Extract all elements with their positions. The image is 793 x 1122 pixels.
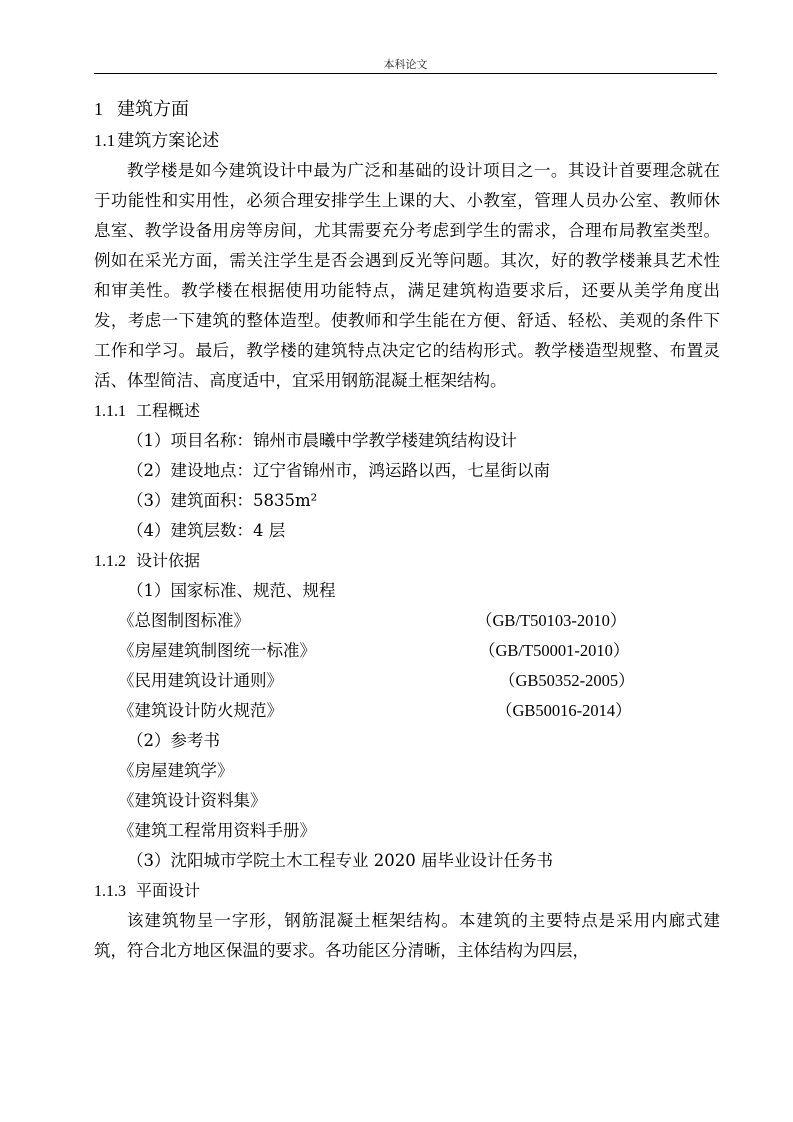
section-number: 1.1.1	[94, 403, 126, 420]
standard-code: （GB50016-2014）	[496, 701, 632, 720]
document-body	[94, 92, 720, 966]
section-number: 1.1.2	[94, 553, 126, 570]
list-item: （1）项目名称：锦州市晨曦中学教学楼建筑结构设计	[127, 431, 517, 450]
section-heading-1-1-1	[94, 396, 720, 426]
section-number: 1.1.3	[94, 883, 126, 900]
section-heading-1-1	[94, 126, 720, 156]
standard-reference	[94, 606, 720, 636]
standard-name: 《建筑设计防火规范》	[118, 701, 283, 720]
standard-name: 《民用建筑设计通则》	[118, 671, 283, 690]
section-heading-1	[94, 92, 720, 126]
standard-name: 《房屋建筑制图统一标准》	[118, 641, 316, 660]
section-heading-1-1-2	[94, 546, 720, 576]
book-reference: 《房屋建筑学》	[118, 761, 234, 780]
standard-reference	[94, 666, 720, 696]
section-title: 建筑方面	[117, 99, 189, 120]
section-heading-1-1-3	[94, 876, 720, 906]
paragraph-architecture-discussion: 教学楼是如今建筑设计中最为广泛和基础的设计项目之一。其设计首要理念就在于功能性和实用性，必须合理安排学生上课的大、小教室，管理人员办公室、教师休息室、教学设备用房等房间，尤其需要充分考虑到学生的需求，合理布局教室类型。例如在采光方面，需关注学生是否会遇到反光等问题。其次，好的教学楼兼具艺术性和审美性。教学楼在根据使用功能特点，满足建筑构造要求后，还要从美学角度出发，考虑一下建筑的整体造型。使教师和学生能在方便、舒适、轻松、美观的条件下工作和学习。最后，教学楼的建筑特点决定它的结构形式。教学楼造型规整、布置灵活、体型简洁、高度适中，宜采用钢筋混凝土框架结构。	[94, 161, 720, 390]
list-item: （1）国家标准、规范、规程	[127, 581, 336, 600]
section-title: 平面设计	[136, 881, 201, 900]
section-title: 建筑方案论述	[117, 131, 220, 151]
book-reference: 《建筑工程常用资料手册》	[118, 821, 316, 840]
standard-name: 《总图制图标准》	[118, 611, 250, 630]
standard-reference	[94, 636, 720, 666]
list-item: （3）建筑面积：5835m²	[127, 491, 318, 510]
section-title: 工程概述	[136, 401, 201, 420]
list-item: （2）建设地点：辽宁省锦州市，鸿运路以西，七星街以南	[127, 461, 550, 480]
section-title: 设计依据	[136, 551, 201, 570]
list-item: （2）参考书	[127, 731, 220, 750]
list-item: （4）建筑层数：4 层	[127, 521, 286, 540]
list-item: （3）沈阳城市学院土木工程专业 2020 届毕业设计任务书	[127, 851, 553, 870]
standard-reference	[94, 696, 720, 726]
paragraph-plan-design: 该建筑物呈一字形，钢筋混凝土框架结构。本建筑的主要特点是采用内廊式建筑，符合北方地区保温的要求。各功能区分清晰，主体结构为四层，	[94, 911, 720, 960]
section-number: 1	[94, 99, 103, 119]
standard-code: （GB50352-2005）	[499, 671, 635, 690]
standard-code: （GB/T50001-2010）	[479, 641, 630, 660]
section-number: 1.1	[94, 131, 116, 150]
header-rule	[94, 73, 717, 74]
page-header: 本科论文	[383, 58, 428, 71]
book-reference: 《建筑设计资料集》	[118, 791, 267, 810]
standard-code: （GB/T50103-2010）	[476, 611, 627, 630]
